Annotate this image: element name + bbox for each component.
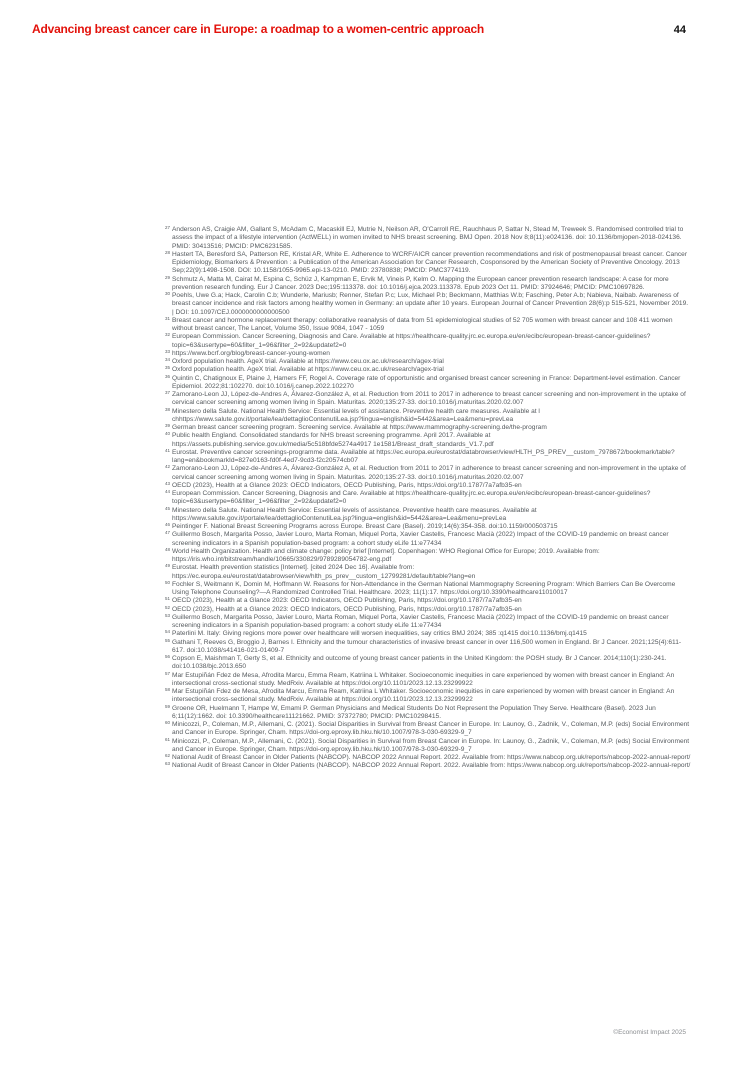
reference-item <box>165 375 691 392</box>
reference-text: Eurostat. Preventive cancer screenings-programme data. Available at https://ec.europa.eu/eurostat/databrowser/view/HLTH_PS_PREV__custom_7978672/bookmark/table?lang=en&bookmarkId=827e0163-fd0f-4ed7-9cd3-f2c20574cb07 <box>172 448 675 464</box>
reference-item <box>165 424 691 432</box>
reference-number: 47 <box>165 530 171 536</box>
reference-number: 62 <box>165 753 171 758</box>
reference-item <box>165 333 691 350</box>
reference-number: 36 <box>165 373 171 379</box>
reference-item <box>165 531 691 548</box>
reference-item <box>165 507 691 524</box>
reference-text: World Health Organization. Health and climate change: policy brief [Internet]. Copenhagen: WHO Regional Office for Europe; 2019. Available from: https://iris.who.int/bitstream/handle/10665/330829/9789289054782-eng.pdf <box>172 547 600 563</box>
reference-item <box>165 705 691 722</box>
reference-text: Minicozzi, P., Coleman, M.P., Allemani, C. (2021). Social Disparities in Survival from Breast Cancer in Europe. In: Launoy, G., Zadnik, V., Coleman, M.P. (eds) Social Environment and Cancer in Europe. Springer, Cham. https://doi-org.eproxy.lib.hku.hk/10.1007/978-3-030-69329-9_7 <box>172 721 690 737</box>
reference-text: Anderson AS, Craigie AM, Gallant S, McAdam C, Macaskill EJ, Mutrie N, Neilson AR, O'Carroll RE, Rauchhaus P, Sattar N, Stead M, Treweek S. Randomised controlled trial to assess the impact of a lifestyle intervention (ActWELL) in women invited to NHS breast screening. BMJ Open. 2018 Nov 8;8(11):e024136. doi: 10.1136/bmjopen-2018-024136. PMID: 30413516; PMCID: PMC6231585. <box>172 226 684 250</box>
reference-number: 30 <box>165 291 171 296</box>
reference-number: 31 <box>165 315 171 321</box>
reference-number: 43 <box>165 480 171 486</box>
reference-item <box>165 672 691 689</box>
reference-number: 54 <box>165 629 171 635</box>
reference-item <box>165 762 691 770</box>
reference-text: Oxford population health. AgeX trial. Available at https://www.ceu.ox.ac.uk/research/agex-trial <box>172 366 444 374</box>
reference-item <box>165 688 691 705</box>
reference-text: Gathani T, Reeves G, Broggio J, Barnes I. Ethnicity and the tumour characteristics of invasive breast cancer in over 116,500 women in England. Br J Cancer. 2021;125(4):611-617. doi:10.1038/s41416-021-01409-7 <box>172 638 682 654</box>
reference-item <box>165 564 691 581</box>
reference-item <box>165 721 691 738</box>
reference-item <box>165 482 691 490</box>
reference-text: Mar Estupiñán Fdez de Mesa, Afrodita Marcu, Emma Ream, Katriina L Whitaker. Socioeconomic inequities in care experienced by women with breast cancer in England: An intersectional cross-sectional study. MedRxiv. Available at https://doi.org/10.1101/2023.12.13.23299922 <box>172 688 675 704</box>
reference-text: Minicozzi, P., Coleman, M.P., Allemani, C. (2021). Social Disparities in Survival from Breast Cancer in Europe. In: Launoy, G., Zadnik, V., Coleman, M.P. (eds) Social Environment and Cancer in Europe. Springer, Cham. https://doi-org.eproxy.lib.hku.hk/10.1007/978-3-030-69329-9_7 <box>172 737 690 753</box>
reference-text: Hastert TA, Beresford SA, Patterson RE, Kristal AR, White E. Adherence to WCRF/AICR cancer prevention recommendations and risk of postmenopausal breast cancer. Cancer Epidemiology, Biomarkers & Prevention : a Publication of the American Association for Cancer Research, Cosponsored by the American Society of Preventive Oncology. 2013 Sep;22(9):1498-1508. DOI: 10.1158/1055-9965.epi-13-0210. PMID: 23780838; PMCID: PMC3774119. <box>172 250 688 275</box>
reference-text: Minestero della Salute. National Health Service: Essential levels of assistance. Preventive health care measures. Available at https://www.salute.gov.it/portale/lea/dettaglioContenutiLea.jsp?lingua=english&id=5442&area=Lea&menu=prevLea <box>172 506 537 522</box>
reference-text: Paterlini M. Italy: Giving regions more power over healthcare will worsen inequalities, say critics BMJ 2024; 385 :q1415 doi:10.1136/bmj.q1415 <box>172 630 587 638</box>
reference-number: 53 <box>165 612 171 618</box>
reference-text: Guillermo Bosch, Margarita Posso, Javier Louro, Marta Roman, Miquel Porta, Xavier Castells, Francesc Macià (2022) Impact of the COVID-19 pandemic on breast cancer screening indicators in a Spanish population-based program: a cohort study eLife 11:e77434 <box>172 531 669 547</box>
reference-number: 34 <box>165 357 171 362</box>
page-number: 44 <box>673 24 686 36</box>
reference-number: 46 <box>165 522 171 527</box>
reference-number: 60 <box>165 720 171 725</box>
reference-item <box>165 523 691 531</box>
reference-item <box>165 465 691 482</box>
reference-number: 28 <box>165 249 171 255</box>
reference-text: European Commission. Cancer Screening, Diagnosis and Care. Available at https://healthcare-quality.jrc.ec.europa.eu/en/ecibc/european-breast-cancer-guidelines?topic=63&usertype=60&filter_1=96&filter_2=92&updatef2=0 <box>172 333 651 349</box>
reference-number: 33 <box>165 348 171 354</box>
reference-text: Groene OR, Huelmann T, Hampe W, Emami P. German Physicians and Medical Students Do Not Represent the Population They Serve. Healthcare (Basel). 2023 Jun 6;11(12):1662. doi: 10.3390/healthcare11121662. PMID: 37372780; PMCID: PMC10298415. <box>172 704 656 720</box>
reference-text: Public health England. Consolidated standards for NHS breast screening programme. April 2017. Available at https://assets.publishing.service.gov.uk/media/5c518bfde5274a4917 1e1581/Breast_draft_standards_V1.7.pdf <box>172 432 494 448</box>
reference-text: https://www.bcrf.org/blog/breast-cancer-young-women <box>172 349 330 357</box>
reference-item <box>165 432 691 449</box>
reference-item <box>165 639 691 656</box>
reference-number: 44 <box>165 489 171 494</box>
reference-number: 52 <box>165 604 171 610</box>
reference-number: 35 <box>165 365 171 371</box>
reference-text: Zamorano-Leon JJ, López-de-Andres A, Álvarez-González A, et al. Reduction from 2011 to 2017 in adherence to breast cancer screening and non-improvement in the uptake of cervical cancer screening among women living in Spain. Maturitas. 2020;135:27-33. doi:10.1016/j.maturitas.2020.02.007 <box>172 465 686 481</box>
reference-number: 38 <box>165 406 171 412</box>
reference-item <box>165 738 691 755</box>
reference-number: 55 <box>165 637 171 643</box>
reference-text: National Audit of Breast Cancer in Older Patients (NABCOP). NABCOP 2022 Annual Report. 2022. Available from: https://www.nabcop.org.uk/reports/nabcop-2022-annual-report/ <box>172 762 691 770</box>
reference-number: 56 <box>165 654 171 659</box>
reference-text: Mar Estupiñán Fdez de Mesa, Afrodita Marcu, Emma Ream, Katriina L Whitaker. Socioeconomic inequities in care experienced by women with breast cancer in England: An intersectional cross-sectional study. MedRxiv. Available at https://doi.org/10.1101/2023.12.13.23299922 <box>172 671 675 687</box>
reference-text: Quintin C, Chatignoux E, Plaine J, Hamers FF, Rogel A. Coverage rate of opportunistic and organised breast cancer screening in France: Department-level estimation. Cancer Epidemiol. 2022;81:102270. doi:10.1016/j.canep.2022.102270 <box>172 374 681 390</box>
reference-number: 37 <box>165 390 171 395</box>
reference-number: 42 <box>165 464 171 470</box>
reference-item <box>165 292 691 317</box>
reference-number: 51 <box>165 596 171 602</box>
reference-item <box>165 548 691 565</box>
reference-number: 29 <box>165 274 171 280</box>
reference-number: 50 <box>165 579 171 585</box>
reference-item <box>165 597 691 605</box>
reference-item <box>165 350 691 358</box>
reference-item <box>165 317 691 334</box>
reference-item <box>165 630 691 638</box>
reference-text: Oxford population health. AgeX trial. Available at https://www.ceu.ox.ac.uk/research/agex-trial <box>172 358 444 365</box>
reference-number: 59 <box>165 703 171 709</box>
reference-number: 63 <box>165 761 171 767</box>
reference-text: Copson E, Maishman T, Gerty S, et al. Ethnicity and outcome of young breast cancer patients in the United Kingdom: the POSH study. Br J Cancer. 2014;110(1):230-241. doi:10.1038/bjc.2013.650 <box>172 655 667 671</box>
footer-copyright: ©Economist Impact 2025 <box>613 1029 686 1036</box>
reference-text: Minestero della Salute. National Health Service: Essential levels of assistance. Preventive health care measures. Available at l chhttps://www.salute.gov.it/portale/lea/dettaglioContenutiLea.jsp?lingua=english&id=5442&area=Lea&menu=prevLea <box>172 407 540 423</box>
reference-number: 58 <box>165 687 171 692</box>
reference-text: Guillermo Bosch, Margarita Posso, Javier Louro, Marta Roman, Miquel Porta, Xavier Castells, Francesc Macià (2022) Impact of the COVID-19 pandemic on breast cancer screening indicators in a Spanish population-based program: a cohort study eLife 11:e77434 <box>172 613 669 629</box>
reference-number: 27 <box>165 225 171 230</box>
reference-text: Fochler S, Weitmann K, Domin M, Hoffmann W. Reasons for Non-Attendance in the German National Mammography Screening Program: Which Barriers Can Be Overcome Using Telephone Counseling?—A Randomized Controlled Trial. Healthcare. 2023; 11(1):17. https://doi.org/10.3390/healthcare11010017 <box>172 580 676 596</box>
reference-item <box>165 366 691 374</box>
reference-text: Peintinger F. National Breast Screening Programs across Europe. Breast Care (Basel). 2019;14(6):354-358. doi:10.1159/000503715 <box>172 523 558 530</box>
reference-item <box>165 490 691 507</box>
header-title: Advancing breast cancer care in Europe: a roadmap to a women-centric approach <box>32 22 485 36</box>
reference-text: OECD (2023), Health at a Glance 2023: OECD Indicators, OECD Publishing, Paris, https://doi.org/10.1787/7a7afb35-en <box>172 481 522 489</box>
reference-item <box>165 614 691 631</box>
reference-item <box>165 391 691 408</box>
reference-item <box>165 408 691 425</box>
reference-item <box>165 449 691 466</box>
reference-text: Zamorano-Leon JJ, López-de-Andres A, Álvarez-González A, et al. Reduction from 2011 to 2017 in adherence to breast cancer screening and non-improvement in the uptake of cervical cancer screening among women living in Spain. Maturitas. 2020;135:27-33. doi:10.1016/j.maturitas.2020.02.007 <box>172 391 686 407</box>
reference-text: OECD (2023), Health at a Glance 2023: OECD Indicators, OECD Publishing, Paris, https://doi.org/10.1787/7a7afb35-en <box>172 605 522 613</box>
reference-number: 57 <box>165 670 171 676</box>
reference-item <box>165 754 691 762</box>
reference-item <box>165 358 691 366</box>
reference-number: 32 <box>165 332 171 338</box>
reference-text: Eurostat. Health prevention statistics [Internet]. [cited 2024 Dec 16]. Available from: https://ec.europa.eu/eurostat/databrowser/view/hlth_ps_prev__custom_12799281/default/table?lang=en <box>172 564 476 580</box>
reference-text: German breast cancer screening program. Screening service. Available at https://www.mammography-screening.de/the-program <box>172 424 547 431</box>
reference-number: 48 <box>165 546 171 552</box>
reference-number: 41 <box>165 447 171 453</box>
reference-text: National Audit of Breast Cancer in Older Patients (NABCOP). NABCOP 2022 Annual Report. 2022. Available from: https://www.nabcop.org.uk/reports/nabcop-2022-annual-report/ <box>172 754 691 761</box>
reference-number: 49 <box>165 563 171 569</box>
reference-number: 39 <box>165 423 171 428</box>
reference-number: 61 <box>165 736 171 742</box>
reference-number: 45 <box>165 505 171 511</box>
reference-text: OECD (2023), Health at a Glance 2023: OECD Indicators, OECD Publishing, Paris, https://doi.org/10.1787/7a7afb35-en <box>172 597 522 605</box>
reference-item <box>165 251 691 276</box>
reference-item <box>165 655 691 672</box>
reference-item <box>165 226 691 251</box>
reference-text: European Commission. Cancer Screening, Diagnosis and Care. Available at https://healthcare-quality.jrc.ec.europa.eu/en/ecibc/european-breast-cancer-guidelines?topic=63&usertype=60&filter_1=96&filter_2=92&updatef2=0 <box>172 490 651 506</box>
references-list <box>165 226 691 771</box>
reference-text: Schmutz A, Matta M, Cairat M, Espina C, Schüz J, Kampman E, Ervik M, Vineis P, Kelm O. Mapping the European cancer prevention research landscape: A case for more prevention research funding. Eur J Cancer. 2023 Dec;195:113378. doi: 10.1016/j.ejca.2023.113378. Epub 2023 Oct 11. PMID: 37924646; PMCID: PMC10697826. <box>172 275 669 291</box>
reference-item <box>165 606 691 614</box>
reference-text: Poehls, Uwe G.a; Hack, Carolin C.b; Wunderle, Mariusb; Renner, Stefan P.c; Lux, Michael P.b; Beckmann, Matthias W.b; Fasching, Peter A.b; Nabieva, Naibab. Awareness of breast cancer incidence and risk factors among healthy women in Germany: an update after 10 years. European Journal of Cancer Prevention 28(6):p 515-521, November 2019. | DOI: 10.1097/CEJ.0000000000000500 <box>172 292 689 316</box>
reference-text: Breast cancer and hormone replacement therapy: collaborative reanalysis of data from 51 epidemiological studies of 52 705 women with breast cancer and 108 411 women without breast cancer, The Lancet, Volume 350, Issue 9084, 1047 - 1059 <box>172 316 673 332</box>
reference-item <box>165 581 691 598</box>
reference-number: 40 <box>165 431 171 437</box>
reference-item <box>165 276 691 293</box>
